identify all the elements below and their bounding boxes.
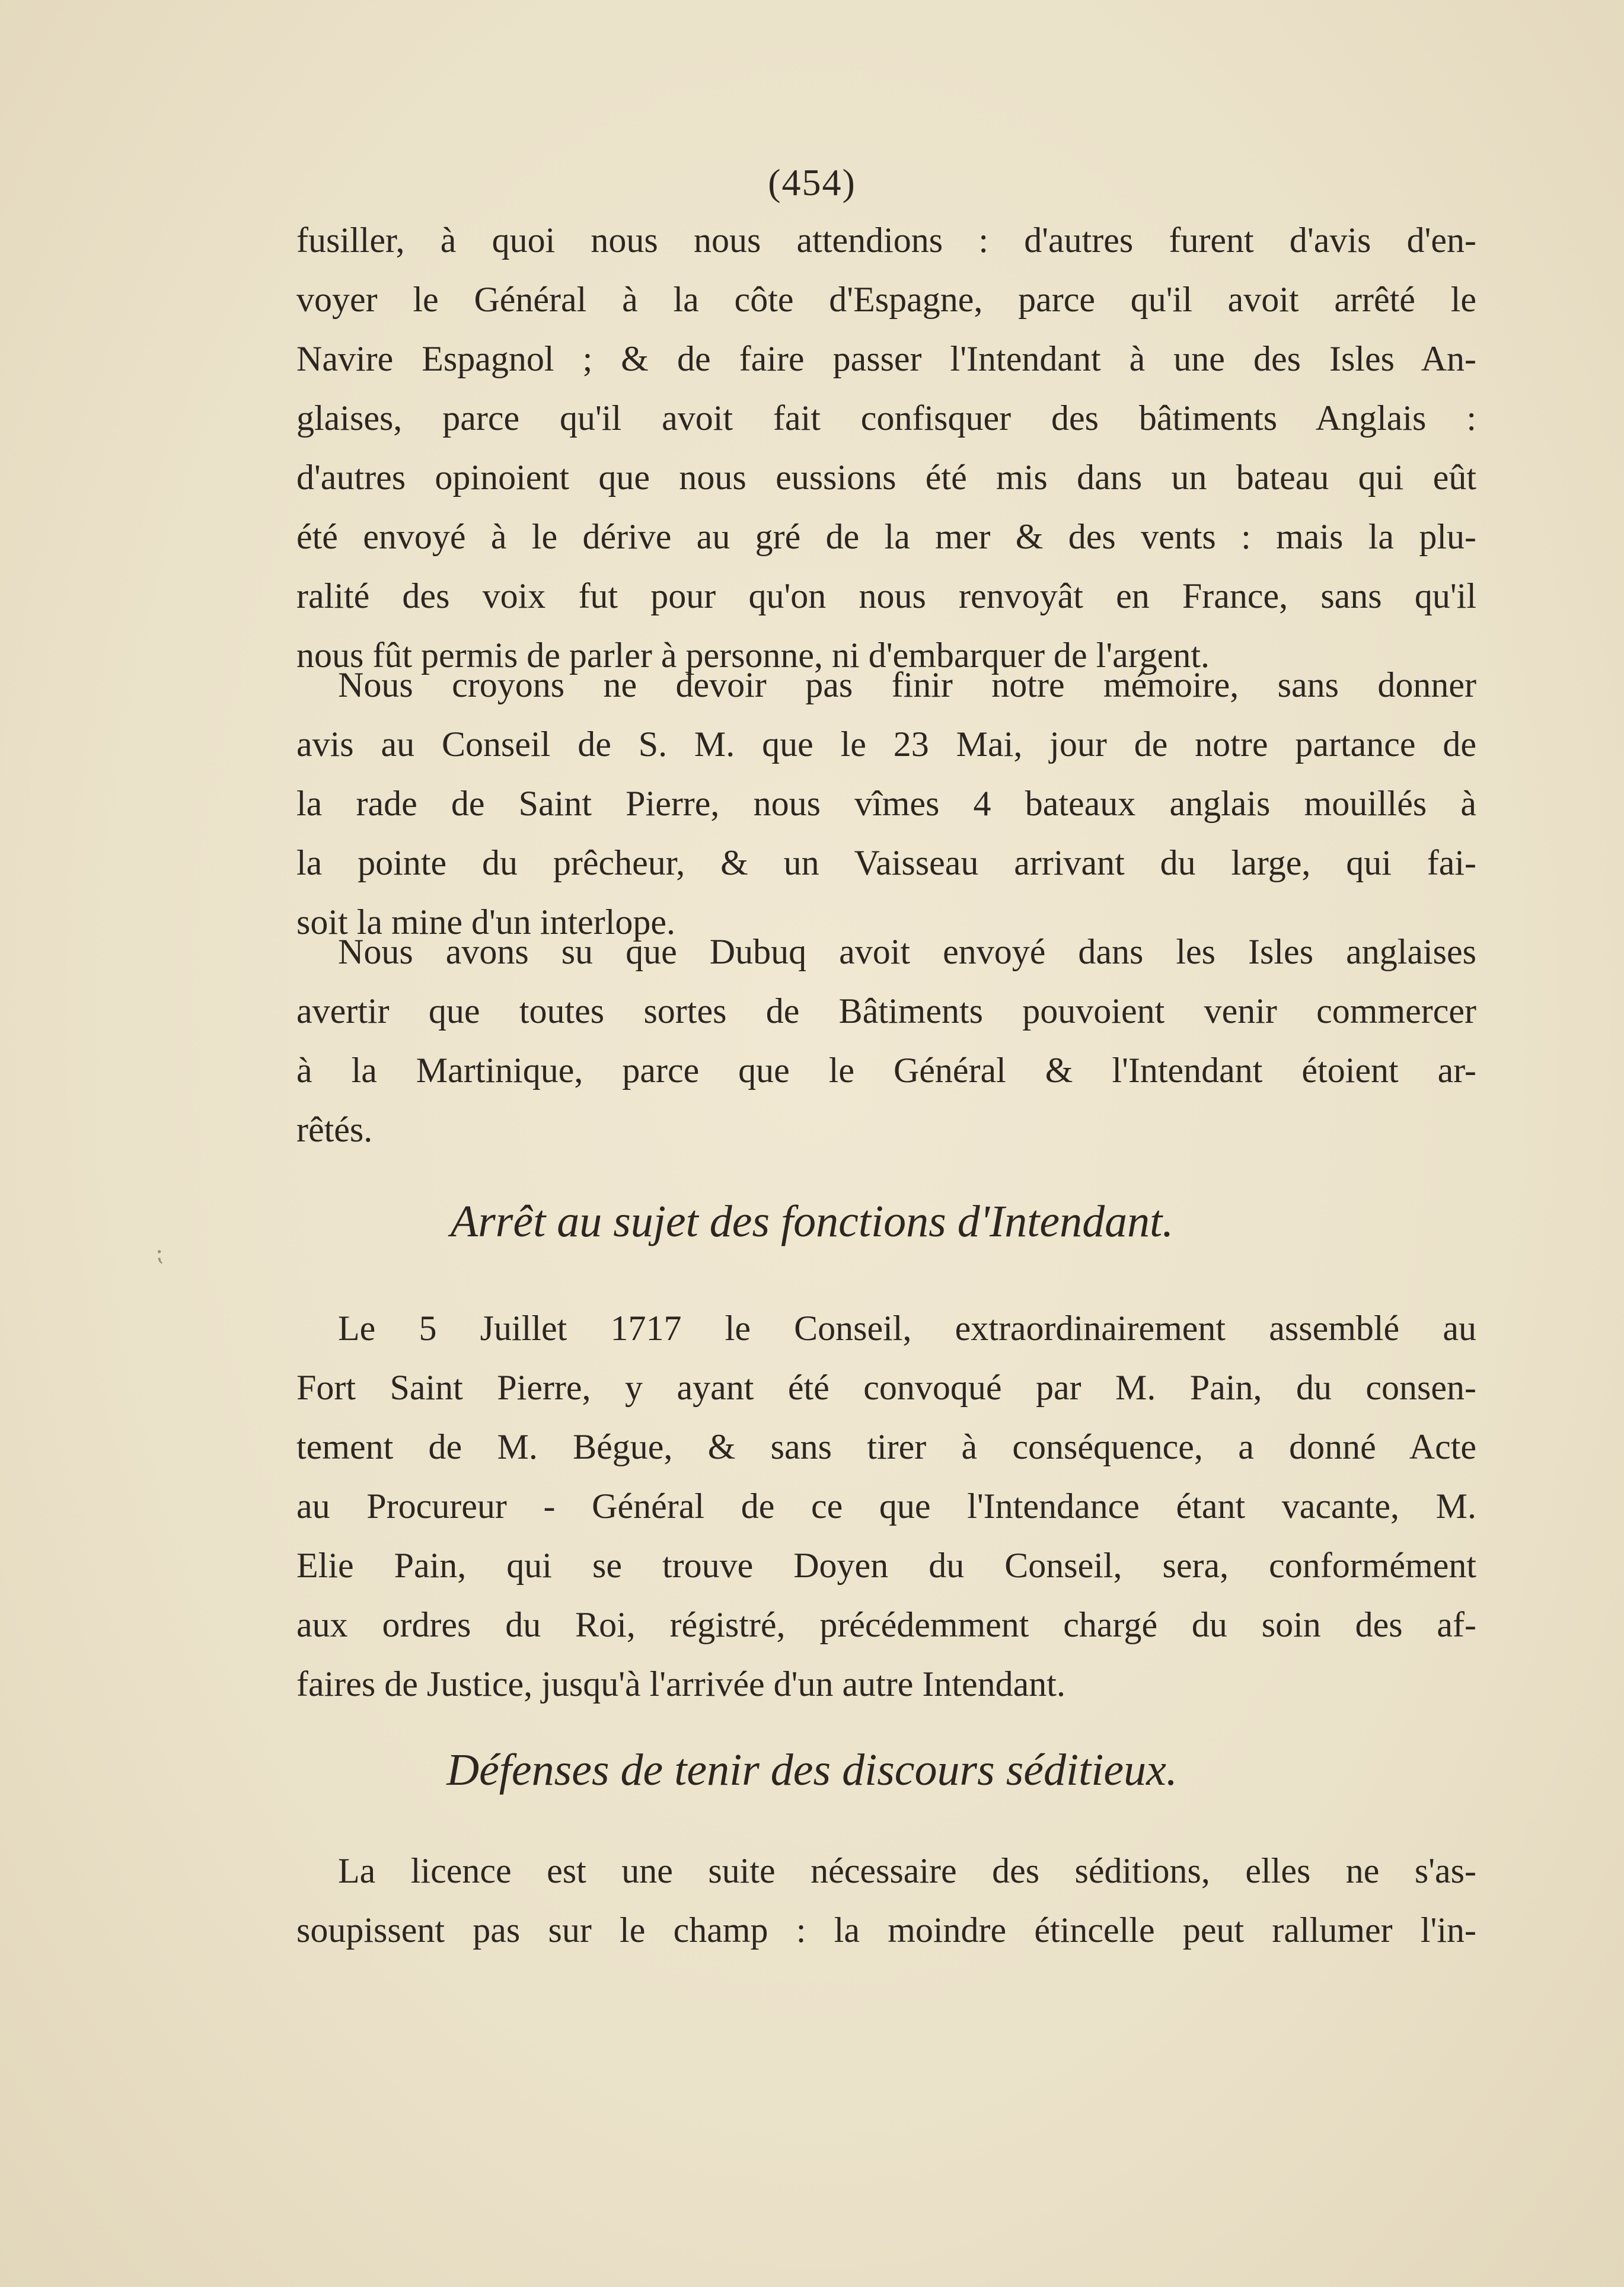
text-line: fusiller, à quoi nous nous attendions : d'autres furent d'avis d'en- — [296, 221, 1476, 260]
text-line: ralité des voix fut pour qu'on nous renvoyât en France, sans qu'il — [296, 576, 1476, 615]
text-line: tement de M. Bégue, & sans tirer à conséquence, a donné Acte — [296, 1427, 1476, 1466]
text-line: rêtés. — [296, 1110, 373, 1149]
text-line: faires de Justice, jusqu'à l'arrivée d'un autre Intendant. — [296, 1664, 1065, 1704]
text-line: avis au Conseil de S. M. que le 23 Mai, jour de notre partance de — [296, 725, 1476, 764]
text-line: été envoyé à le dérive au gré de la mer & des vents : mais la plu- — [296, 517, 1476, 556]
paragraph-3 — [296, 922, 1476, 1159]
text-line: Nous avons su que Dubuq avoit envoyé dans les Isles anglaises — [338, 932, 1476, 971]
paragraph-2 — [296, 655, 1476, 952]
text-line: Nous croyons ne devoir pas finir notre mémoire, sans donner — [338, 665, 1476, 704]
page-number: (454) — [768, 161, 856, 203]
text-line: au Procureur - Général de ce que l'Intendance étant vacante, M. — [296, 1487, 1476, 1526]
text-line: Fort Saint Pierre, y ayant été convoqué par M. Pain, du consen- — [296, 1368, 1476, 1407]
text-line: la rade de Saint Pierre, nous vîmes 4 bateaux anglais mouillés à — [296, 784, 1476, 823]
paragraph-5 — [296, 1841, 1476, 1960]
text-line: d'autres opinoient que nous eussions été mis dans un bateau qui eût — [296, 458, 1476, 497]
section-heading-2: Défenses de tenir des discours séditieux. — [446, 1745, 1178, 1795]
text-line: Le 5 Juillet 1717 le Conseil, extraordinairement assemblé au — [338, 1309, 1476, 1348]
text-line: Elie Pain, qui se trouve Doyen du Conseil, sera, conformément — [296, 1546, 1476, 1585]
paragraph-4 — [296, 1299, 1476, 1714]
section-heading-1: Arrêt au sujet des fonctions d'Intendant. — [450, 1197, 1174, 1246]
text-line: glaises, parce qu'il avoit fait confisquer des bâtiments Anglais : — [296, 398, 1476, 438]
text-line: La licence est une suite nécessaire des séditions, elles ne s'as- — [338, 1851, 1476, 1890]
text-line: la pointe du prêcheur, & un Vaisseau arrivant du large, qui fai- — [296, 843, 1476, 882]
text-line: soit la mine d'un interlope. — [296, 902, 676, 942]
text-line: avertir que toutes sortes de Bâtiments pouvoient venir commercer — [296, 991, 1476, 1031]
text-line: Navire Espagnol ; & de faire passer l'Intendant à une des Isles An- — [296, 339, 1476, 378]
text-line: aux ordres du Roi, régistré, précédemment chargé du soin des af- — [296, 1605, 1476, 1644]
text-line: voyer le Général à la côte d'Espagne, parce qu'il avoit arrêté le — [296, 280, 1476, 319]
text-line: à la Martinique, parce que le Général & l'Intendant étoient ar- — [296, 1051, 1476, 1090]
text-line: nous fût permis de parler à personne, ni d'embarquer de l'argent. — [296, 636, 1210, 675]
margin-mark: ⁏ — [155, 1239, 164, 1267]
text-line: soupissent pas sur le champ : la moindre étincelle peut rallumer l'in- — [296, 1910, 1476, 1950]
paragraph-1 — [296, 210, 1476, 685]
